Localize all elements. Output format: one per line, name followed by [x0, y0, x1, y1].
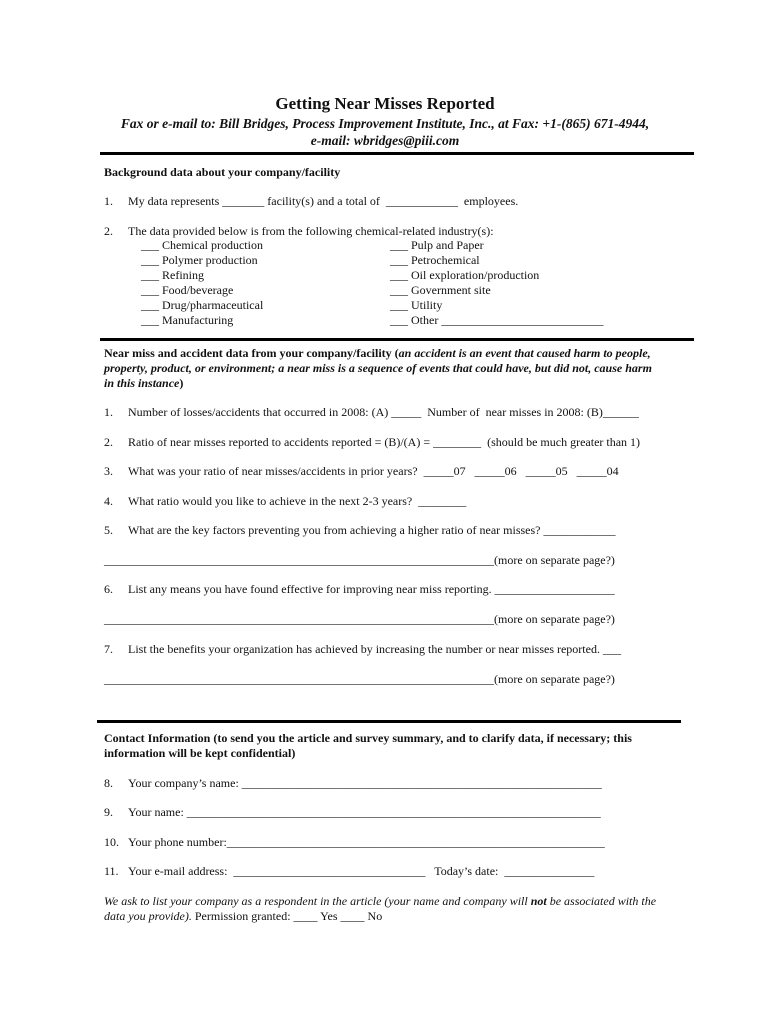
question-industry: The data provided below is from the following chemical-related industry(s): — [128, 224, 494, 238]
industry-option-government[interactable]: ___ Government site — [390, 283, 491, 297]
industry-option-food[interactable]: ___ Food/beverage — [141, 283, 234, 297]
question-number: 10. — [104, 835, 119, 849]
question-number: 7. — [104, 642, 113, 656]
permission-granted-options[interactable]: Permission granted: ____ Yes ____ No — [191, 909, 383, 923]
divider-middle — [100, 338, 694, 341]
heading-close: ) — [179, 376, 184, 390]
industry-option-petrochemical[interactable]: ___ Petrochemical — [390, 253, 480, 267]
question-number: 1. — [104, 405, 113, 419]
permission-not: not — [530, 894, 547, 908]
answer-continuation-line[interactable]: _________________________________________________________________(more on separate page?) — [104, 612, 615, 626]
phone-number-field[interactable]: Your phone number:_______________________________________________________________ — [128, 835, 605, 849]
question-key-factors[interactable]: What are the key factors preventing you from achieving a higher ratio of near misses? ____________ — [128, 523, 616, 537]
industry-option-oil[interactable]: ___ Oil exploration/production — [390, 268, 540, 282]
industry-option-other[interactable]: ___ Other ___________________________ — [390, 313, 604, 327]
fax-instructions: Fax or e-mail to: Bill Bridges, Process Improvement Institute, Inc., at Fax: +1-(865) 671-4944, — [120, 116, 650, 131]
answer-continuation-line[interactable]: _________________________________________________________________(more on separate page?) — [104, 672, 615, 686]
section-background-heading: Background data about your company/facility — [104, 165, 341, 179]
question-benefits[interactable]: List the benefits your organization has achieved by increasing the number or near misses reported. ___ — [128, 642, 621, 656]
question-number: 9. — [104, 805, 113, 819]
divider-top — [100, 152, 694, 155]
industry-option-polymer[interactable]: ___ Polymer production — [141, 253, 258, 267]
permission-text-2: be associated with the data you provide). — [104, 894, 657, 923]
company-name-field[interactable]: Your company’s name: ____________________________________________________________ — [128, 776, 602, 790]
question-number: 2. — [104, 224, 113, 238]
question-number: 1. — [104, 194, 113, 208]
question-number: 3. — [104, 464, 113, 478]
email-date-field[interactable]: Your e-mail address: ________________________________ Today’s date: _______________ — [128, 864, 595, 878]
question-number: 11. — [104, 864, 119, 878]
page-title: Getting Near Misses Reported — [275, 94, 495, 113]
industry-option-pulp[interactable]: ___ Pulp and Paper — [390, 238, 484, 252]
divider-bottom — [97, 720, 681, 723]
industry-option-manufacturing[interactable]: ___ Manufacturing — [141, 313, 234, 327]
question-ratio[interactable]: Ratio of near misses reported to accidents reported = (B)/(A) = ________ (should be much greater than 1) — [128, 435, 641, 449]
permission-statement — [104, 894, 664, 924]
question-target-ratio[interactable]: What ratio would you like to achieve in the next 2-3 years? ________ — [128, 494, 467, 508]
heading-bold-part: Near miss and accident data from your company/facility ( — [104, 346, 399, 360]
question-prior-ratio[interactable]: What was your ratio of near misses/accidents in prior years? _____07 _____06 _____05 _____04 — [128, 464, 619, 478]
question-number: 8. — [104, 776, 113, 790]
industry-option-refining[interactable]: ___ Refining — [141, 268, 204, 282]
question-number: 5. — [104, 523, 113, 537]
heading-definition: an accident is an event that caused harm to people, property, product, or environment; a near miss is a sequence of events that could have, but did not, cause harm in this instance — [104, 346, 652, 390]
question-facility-employees[interactable]: My data represents _______ facility(s) and a total of ____________ employees. — [128, 194, 519, 208]
email-instructions: e-mail: wbridges@piii.com — [310, 133, 460, 148]
industry-option-chemical[interactable]: ___ Chemical production — [141, 238, 263, 252]
question-number: 2. — [104, 435, 113, 449]
your-name-field[interactable]: Your name: _____________________________________________________________________ — [128, 805, 601, 819]
industry-option-utility[interactable]: ___ Utility — [390, 298, 443, 312]
permission-text-1: We ask to list your company as a respondent in the article (your name and company will — [104, 894, 531, 908]
question-effective-means[interactable]: List any means you have found effective for improving near miss reporting. ____________________ — [128, 582, 615, 596]
question-number: 4. — [104, 494, 113, 508]
industry-option-drug[interactable]: ___ Drug/pharmaceutical — [141, 298, 264, 312]
answer-continuation-line[interactable]: _________________________________________________________________(more on separate page?) — [104, 553, 615, 567]
section-near-miss-heading — [104, 346, 664, 391]
section-contact-heading: Contact Information (to send you the article and survey summary, and to clarify data, if necessary; this information will be kept confidential) — [104, 731, 632, 760]
question-number: 6. — [104, 582, 113, 596]
question-losses-2008[interactable]: Number of losses/accidents that occurred in 2008: (A) _____ Number of near misses in 2008: (B)______ — [128, 405, 639, 419]
